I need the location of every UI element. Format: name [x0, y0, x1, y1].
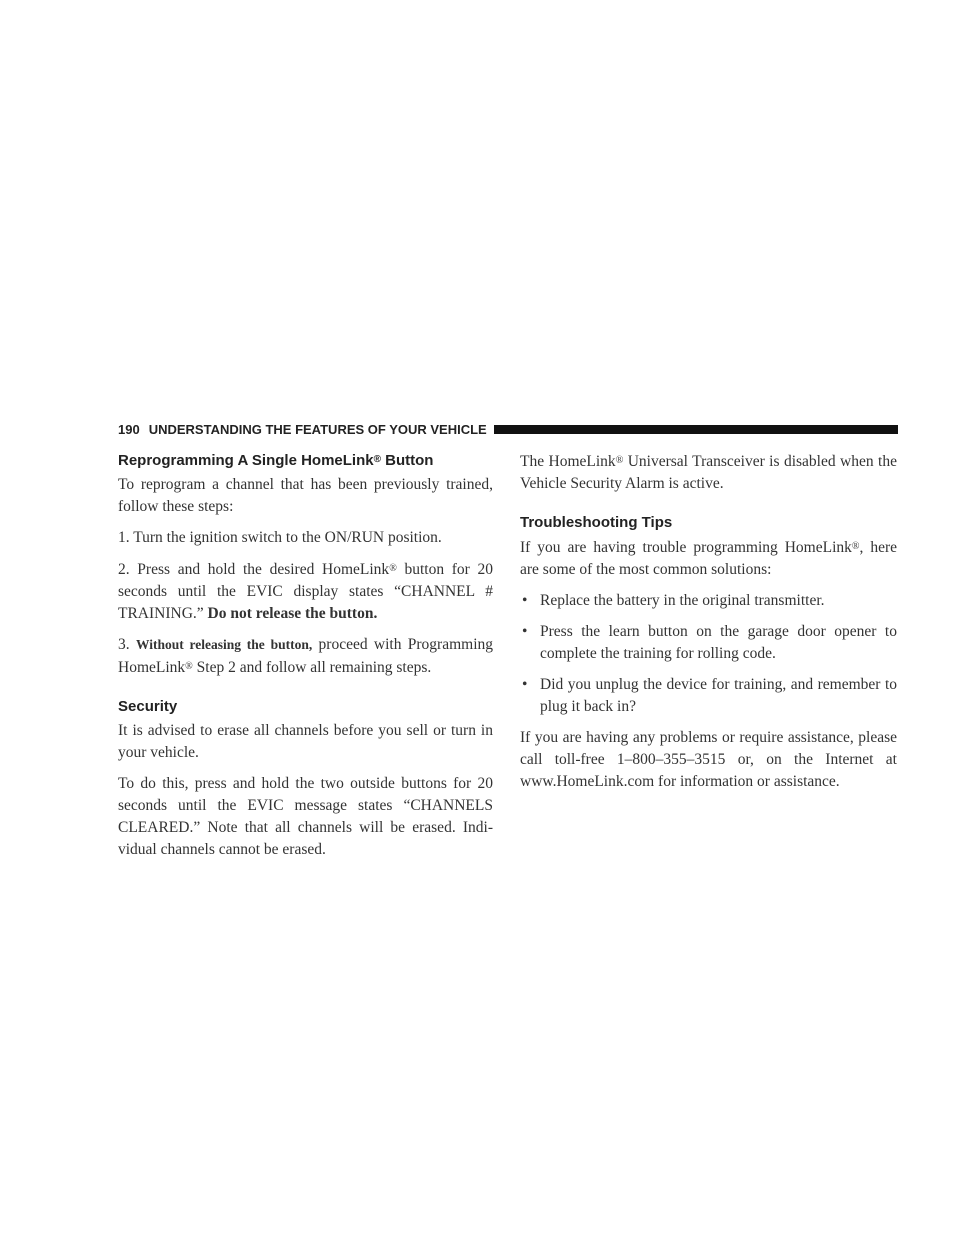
reprogram-heading: Reprogramming A Single HomeLink® Button [118, 452, 434, 469]
bullet-icon: • [522, 676, 528, 693]
registered-mark: ® [851, 541, 860, 552]
step-1: 1. Turn the ignition switch to the ON/RUN position. [118, 529, 442, 546]
troubleshooting-heading: Troubleshooting Tips [520, 514, 673, 531]
right-column [520, 450, 897, 793]
step-3-emphasis: Without releasing the button, [135, 637, 313, 652]
page-number: 190 [118, 421, 140, 437]
step-3: 3. Without releasing the button, proceed with Programming HomeLink® Step 2 and follow all remaining steps. [118, 636, 494, 676]
transceiver-note: The HomeLink® Universal Transceiver is disabled when the Vehicle Security Alarm is active. [520, 453, 897, 492]
registered-mark: ® [389, 563, 397, 574]
assistance-paragraph: If you are having any problems or require assistance, please call toll-free 1–800–355–3515 or, on the Internet at www.HomeLink.com for information or assistance. [520, 729, 897, 790]
list-item: • Press the learn button on the garage door opener to complete the training for rolling code. [522, 623, 897, 662]
left-column [118, 450, 493, 861]
tips-list [520, 590, 897, 718]
registered-mark: ® [185, 661, 193, 672]
page-header [118, 421, 898, 437]
security-paragraph-1: It is advised to erase all channels before you sell or turn in your vehicle. [118, 722, 493, 761]
step-2: 2. Press and hold the desired HomeLink® button for 20 seconds until the EVIC display states “CHANNEL # TRAINING.” Do not release the button. [118, 561, 494, 622]
security-heading: Security [118, 698, 178, 715]
step-2-warning: Do not release the button. [207, 605, 378, 622]
list-item: • Did you unplug the device for training, and remember to plug it back in? [522, 676, 897, 715]
security-paragraph-2: To do this, press and hold the two outside buttons for 20 seconds until the EVIC message states “CHANNELS CLEARED.” Note that all channels will be erased. Individual channels cannot be erased. [118, 775, 493, 858]
header-title: UNDERSTANDING THE FEATURES OF YOUR VEHICLE [148, 421, 487, 437]
list-item: • Replace the battery in the original transmitter. [520, 590, 897, 612]
bullet-icon: • [522, 623, 528, 640]
registered-mark: ® [615, 455, 624, 466]
troubleshooting-intro: If you are having trouble programming HomeLink®, here are some of the most common solutions: [520, 539, 897, 578]
bullet-icon: • [522, 592, 528, 609]
reprogram-intro: To reprogram a channel that has been previously trained, follow these steps: [118, 476, 493, 515]
registered-mark: ® [373, 454, 381, 465]
header-rule [494, 425, 898, 434]
